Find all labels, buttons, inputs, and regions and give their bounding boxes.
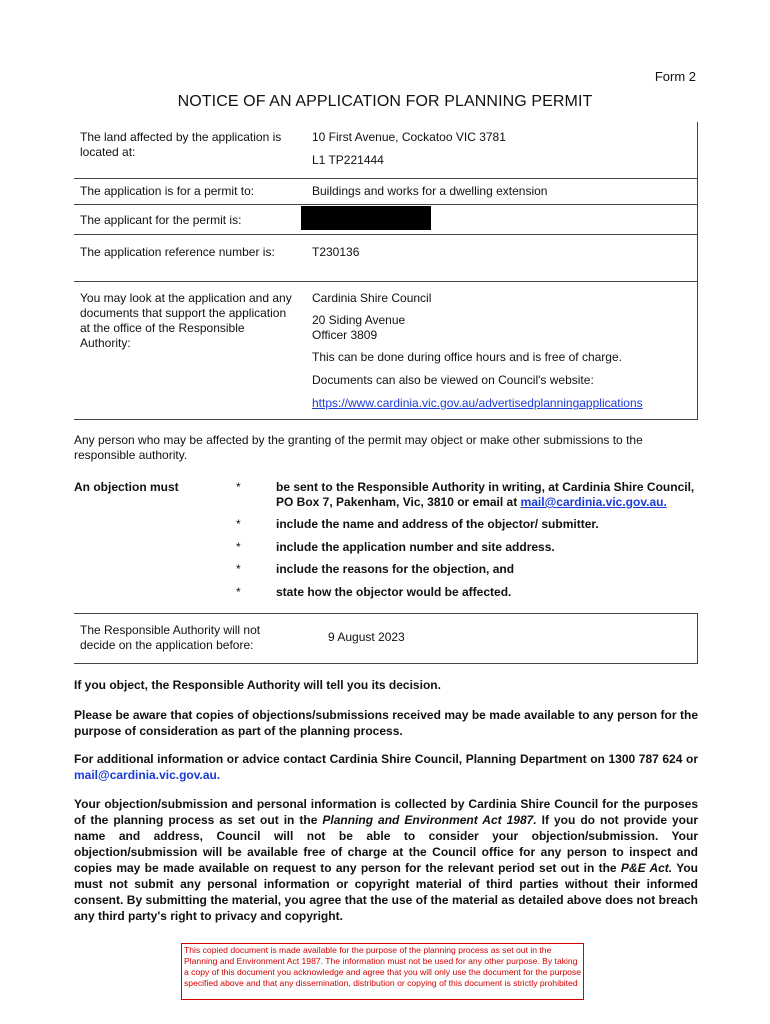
decision-box-top [74,613,698,614]
look-label: You may look at the application and any documents that support the application at the office of the Responsible Authority: [80,291,292,350]
objection-bullet-4: include the reasons for the objection, and [276,562,515,576]
contact-paragraph [74,751,698,783]
objection-bullet-2: include the name and address of the objector/ submitter. [276,517,599,531]
privacy-pe-act: P&E Act. [620,861,673,875]
privacy-text-3: You must not submit any personal information or copyright material of third parties without their informed consent. By submitting the material, you agree that the use of the material as detailed above does not breach any third party's right to privacy and copyright. [74,861,698,923]
tell-decision-paragraph: If you object, the Responsible Authority will tell you its decision. [74,678,441,692]
contact-email-link[interactable]: mail@cardinia.vic.gov.au. [74,768,221,782]
website-link[interactable]: https://www.cardinia.vic.gov.au/advertisedplanningapplications [312,396,643,410]
form-number: Form 2 [654,69,696,84]
privacy-act-name: Planning and Environment Act 1987. [322,813,537,827]
page-title: NOTICE OF AN APPLICATION FOR PLANNING PERMIT [177,93,593,110]
decision-box-bottom [74,663,698,664]
bullet-1-text: be sent to the Responsible Authority in writing, at Cardinia Shire Council, PO Box 7, Pakenham, Vic, 3810 or email at [276,480,695,509]
be-aware-paragraph: Please be aware that copies of objections/submissions received may be made available to any person for the purpose of consideration as part of the planning process. [74,708,698,738]
privacy-text-1: Your objection/submission and personal information is collected by Cardinia Shire Council for the purposes of the planning process as set out in the [74,797,698,827]
council-address-2: Officer 3809 [312,328,378,342]
permit-label: The application is for a permit to: [80,184,255,198]
disclaimer-text: This copied document is made available for the purpose of the planning process as set out in the Planning and Environment Act 1987. The information must not be used for any other purpose. By taking a copy of this document you acknowledge and agree that you will only use the document for the purpose specified above and that any dissemination, distribution or copying of this document is strictly prohibited [184,945,581,988]
land-lot: L1 TP221444 [312,153,384,167]
reference-label: The application reference number is: [80,245,275,259]
table-divider [74,281,698,282]
office-hours-note: This can be done during office hours and is free of charge. [312,350,622,364]
objection-email-link[interactable]: mail@cardinia.vic.gov.au. [520,495,667,509]
land-address: 10 First Avenue, Cockatoo VIC 3781 [312,130,506,144]
website-note: Documents can also be viewed on Council's website: [312,373,594,387]
privacy-text-2: If you do not provide your name and address, Council will not be able to consider your objection/submission. Your objection/submission will be available free of charge at the Council office for any person to inspect and copies may be made available on request to any person for the relevant period set out in the [74,813,699,875]
applicant-label: The applicant for the permit is: [80,213,242,227]
table-divider [74,204,698,205]
objection-bullet-3: include the application number and site address. [276,540,555,554]
decision-label: The Responsible Authority will not decide on the application before: [80,623,261,652]
table-divider [74,419,698,420]
decision-box-right [697,613,698,664]
decision-date: 9 August 2023 [328,630,405,644]
table-divider [74,234,698,235]
table-right-border [697,122,698,420]
bullet-star: * [236,585,241,599]
objection-label: An objection must [74,480,179,494]
contact-text: For additional information or advice contact Cardinia Shire Council, Planning Department on 1300 787 624 or [74,752,698,766]
objection-bullet-5: state how the objector would be affected. [276,585,512,599]
bullet-star: * [236,480,241,494]
bullet-star: * [236,540,241,554]
applicant-redaction [301,206,431,230]
copy-disclaimer-box [181,943,584,1000]
land-label: The land affected by the application is located at: [80,130,282,159]
council-name: Cardinia Shire Council [312,291,432,305]
privacy-paragraph [74,796,698,924]
council-address-1: 20 Siding Avenue [312,313,406,327]
permit-value: Buildings and works for a dwelling extension [312,184,548,198]
reference-value: T230136 [312,245,360,259]
bullet-star: * [236,517,241,531]
objection-intro: Any person who may be affected by the granting of the permit may object or make other submissions to the responsible authority. [74,433,643,462]
bullet-star: * [236,562,241,576]
objection-bullet-1 [276,480,706,510]
table-divider [74,178,698,179]
